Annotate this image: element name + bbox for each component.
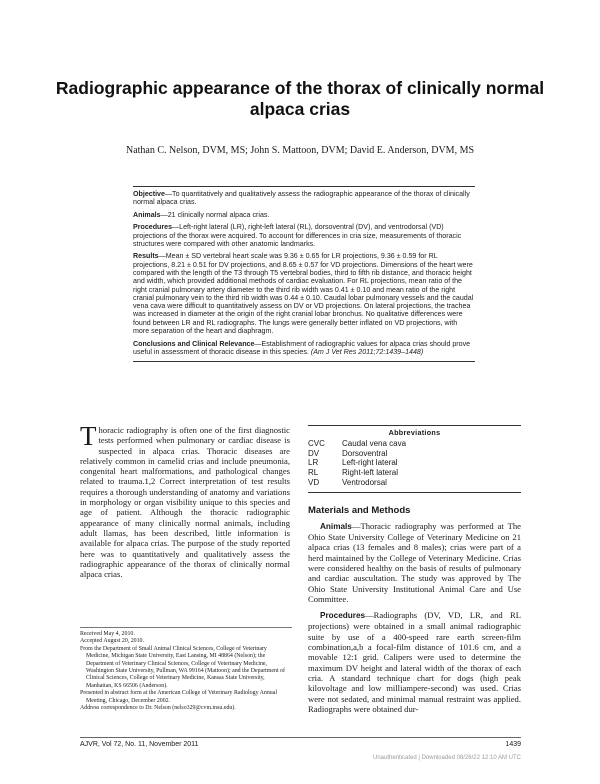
animals-text: —21 clinically normal alpaca crias. [160, 210, 270, 219]
abbrev-row [308, 439, 521, 449]
abstract-results [133, 252, 475, 335]
abstract-box [133, 186, 475, 362]
abbrev-meaning: Dorsoventral [342, 448, 388, 458]
methods-procedures-text: —Radiographs (DV, VD, LR, and RL projections) were obtained in a small animal radiographic suite by use of a 400-speed rare earth screen-film combination,a,b a focal-film distance of 101.6 cm, and a movable 12:1 grid. Calipers were used to determine the maximum DV height and lateral width of the thorax of each cria. A standard technique chart for dogs (high peak kilovoltage and low milliampere-second) was used. Crias were not sedated, and minimal manual restraint was applied. Radiographs were obtained dur- [308, 610, 521, 714]
drop-cap: T [80, 421, 97, 451]
download-watermark: Unauthenticated | Downloaded 08/26/22 12:10 AM UTC [373, 755, 521, 761]
abbrev-code: RL [308, 468, 319, 478]
methods-animals-label: Animals [320, 521, 352, 531]
footnote-correspondence: Address correspondence to Dr. Nelson (nelso329@cvm.msu.edu). [80, 705, 236, 712]
footnote-presented: Presented in abstract form at the American College of Veterinary Radiology Annual Meeting, Chicago, December 2002. [80, 690, 278, 704]
footer-divider [80, 737, 521, 738]
abbrev-code: DV [308, 448, 320, 458]
objective-label: Objective [133, 190, 165, 198]
methods-procedures-paragraph [308, 610, 521, 714]
results-label: Results [133, 252, 159, 261]
abstract-procedures [133, 223, 475, 248]
methods-animals-paragraph [308, 521, 521, 604]
intro-paragraph [80, 421, 290, 580]
abbrev-row [308, 468, 521, 478]
conclusions-text: —Establishment of radiographic values for alpaca crias should prove useful in assessment of thoracic disease in this species. [133, 339, 471, 356]
abstract-animals [133, 211, 475, 219]
article-title: Radiographic appearance of the thorax of clinically normal alpaca crias [55, 78, 545, 119]
results-text: —Mean ± SD vertebral heart scale was 9.36 ± 0.65 for LR projections, 9.36 ± 0.59 for RL projections, 8.21 ± 0.51 for DV projections, and 8.65 ± 0.57 for VD projections. Dimensions of the heart were compared with the length of the T3 through T5 vertebral bodies, third to fifth rib distance, and thoracic height and width, which provided additional methods of cardiac evaluation. For RL projections, mean ratio of the right cranial pulmonary artery diameter to the third rib width was 0.41 ± 0.10 and mean ratio of the right cranial pulmonary vein to the third rib width was 0.44 ± 0.10. Caudal lobar pulmonary vessels and the caudal vena cava were difficult to quantitatively assess on DV or VD projections. On lateral projections, the trachea was increased in diameter at the origin of the right cranial lobar bronchus. No qualitative differences were found between LR and RL radiographs. The lungs were generally better inflated on VD projections, with more separation of the heart and diaphragm. [133, 252, 474, 336]
abbreviations-box [308, 425, 521, 493]
abbrev-row [308, 458, 521, 468]
left-column [80, 421, 290, 580]
abbrev-meaning: Right-left lateral [342, 468, 399, 478]
abbrev-meaning: Caudal vena cava [342, 438, 407, 448]
abbrev-meaning: Left-right lateral [342, 458, 398, 468]
methods-heading: Materials and Methods [308, 504, 411, 516]
objective-text: —To quantitatively and qualitatively assess the radiographic appearance of the thorax of clinically normal alpaca crias. [133, 190, 470, 207]
right-column [308, 425, 521, 714]
journal-citation-footer: AJVR, Vol 72, No. 11, November 2011 [80, 741, 199, 748]
abbrev-code: CVC [308, 438, 325, 448]
procedures-label: Procedures [133, 223, 173, 232]
footnote-affiliations: From the Department of Small Animal Clinical Sciences, College of Veterinary Medicine, Michigan State University, East Lansing, MI 48864 (Nelson); the Department of Veterinary Clinical Sciences, College of Veterinary Medicine, Washington State University, Pullman, WA 99164 (Mattoon); and the Department of Clinical Sciences, College of Veterinary Medicine, Kansas State University, Manhattan, KS 66506 (Anderson). [80, 645, 285, 689]
citation: (Am J Vet Res 2011;72:1439–1448) [310, 347, 424, 356]
abstract-objective [133, 190, 475, 207]
procedures-text: —Left-right lateral (LR), right-left lateral (RL), dorsoventral (DV), and ventrodorsal (VD) projections of the thorax were acquired. To account for differences in cria size, measurements of thoracic structures were compared with other anatomic landmarks. [133, 223, 462, 248]
abstract-conclusions [133, 340, 475, 357]
intro-text: horacic radiography is often one of the first diagnostic tests performed when pulmonary or cardiac disease is suspected in alpaca crias. Thoracic diseases are relatively common in camelid crias and include pneumonia, congenital heart malformations, and pathological changes related to trauma.1,2 Correct interpretation of test results requires a thorough understanding of anatomy and variations in morphology or organ visibility unique to this species and age of patient. Although the thoracic radiographic appearance of many clinically normal animals, including adult llamas, has been described, little information is available for alpaca crias. The purpose of the study reported here was to quantitatively and qualitatively assess the radiographic appearance of the thorax of clinically normal alpaca crias. [80, 425, 290, 580]
methods-animals-text: —Thoracic radiography was performed at The Ohio State University College of Veterinary Medicine on 21 alpaca crias (13 females and 8 males); crias were part of a herd maintained by the College of Veterinary Medicine. Crias were considered healthy on the basis of results of pulmonary and cardiac auscultation. The study was approved by The Ohio State University Institutional Animal Care and Use Committee. [308, 520, 521, 604]
methods-procedures-label: Procedures [320, 611, 366, 621]
conclusions-label: Conclusions and Clinical Relevance [133, 339, 255, 348]
abbreviations-heading: Abbreviations [388, 428, 441, 437]
abbrev-row [308, 478, 521, 488]
abbrev-code: LR [308, 458, 319, 468]
author-list: Nathan C. Nelson, DVM, MS; John S. Mattoon, DVM; David E. Anderson, DVM, MS [125, 145, 475, 156]
abbrev-row [308, 449, 521, 459]
footnote-received: Received May 4, 2010. [80, 631, 135, 637]
footnotes [80, 627, 292, 712]
footnote-accepted: Accepted August 20, 2010. [80, 638, 144, 645]
animals-label: Animals [133, 210, 161, 219]
page-number: 1439 [505, 741, 521, 748]
abbrev-meaning: Ventrodorsal [342, 477, 387, 487]
abbrev-code: VD [308, 477, 320, 487]
